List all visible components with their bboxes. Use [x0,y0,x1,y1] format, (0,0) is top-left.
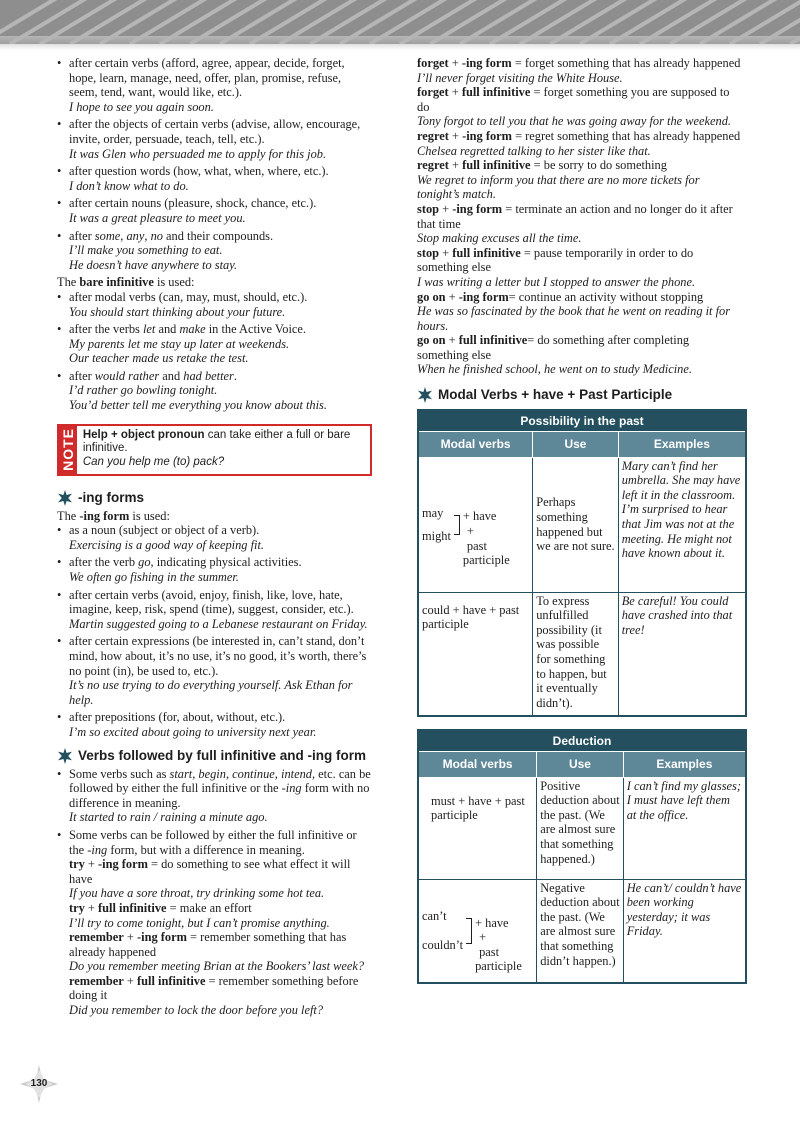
star-icon [57,490,73,506]
bare-infinitive-list [57,290,372,413]
bracket-line [466,918,472,944]
verb-pairs: forget + -ing form = forget something that has already happened I’ll never forget visiting the White House. forget + full infinitive = forget something you are supposed to do Tony forgot to tell you that he was going away for the weekend. regret + -ing form = regret something that has already happened Chelsea regretted talking to her sister like that. regret + full infinitive = be sorry to do something We regret to inform you that there are no more tickets for tonight’s match. stop + -ing form = terminate an action and no longer do it after that time Stop making excuses all the time. stop + full infinitive = pause temporarily in order to do something else I was writing a letter but I stopped to answer the phone. go on + -ing form= continue an activity without stopping He was so fascinated by the book that he went on reading it for hours. go on + full infinitive= do something after completing something else When he finished school, he went on to study Medicine. [417,56,741,377]
list-item: • after certain nouns (pleasure, shock, chance, etc.). It was a great pleasure to meet you. [57,196,372,225]
note-box [57,424,372,476]
use-cell: Perhaps something happened but we are not sure. [533,457,619,592]
ing-forms-heading: -ing forms [57,490,372,506]
examples-cell: He can’t/ couldn’t have been working yesterday; it was Friday. [623,879,746,983]
list-item: • after certain verbs (avoid, enjoy, finish, like, love, hate, imagine, keep, risk, spend (time), suggest, consider, etc.). Martin suggested going to a Lebanese restaurant on Friday. [57,588,372,632]
list-item: • after question words (how, what, when, where, etc.). I don’t know what to do. [57,164,372,193]
column-header: Use [537,751,624,777]
possibility-table [417,409,747,717]
list-item: • after some, any, no and their compounds. I’ll make you something to eat. He doesn’t have anywhere to stay. [57,229,372,273]
modal-verbs-heading: Modal Verbs + have + Past Participle [417,387,743,403]
list-item: • after would rather and had better. I’d rather go bowling tonight. You’d better tell me everything you know about this. [57,369,372,413]
use-cell: Positive deduction about the past. (We are almost sure that something happened.) [537,777,624,879]
list-item: • after the verbs let and make in the Active Voice. My parents let me stay up later at weekends. Our teacher made us retake the test. [57,322,372,366]
list-item: • after certain expressions (be interested in, can’t stand, don’t mind, how about, it’s no use, it’s no good, it’s worth, there’s no point (in), be used to, etc.). It’s no use trying to do everything yourself. Ask Ethan for help. [57,634,372,707]
list-item: • after the objects of certain verbs (advise, allow, encourage, invite, order, persuade, teach, tell, etc.). It was Glen who persuaded me to apply for this job. [57,117,372,161]
examples-cell: Mary can’t find her umbrella. She may have left it in the classroom. I’m surprised to hear that Jim was not at the meeting. He might not have known about it. [618,457,746,592]
note-tab: NOTE [59,426,77,474]
modal-bracket: can’t couldn’t + have + past participle [422,909,522,974]
right-column [417,56,743,984]
modal-cell [418,457,533,592]
star-icon [57,748,73,764]
table-caption: Deduction [418,730,746,751]
modal-bracket: may might + have + past participle [422,505,510,568]
page-number-badge [20,1065,58,1103]
left-column [57,56,372,1018]
bare-infinitive-intro: The bare infinitive is used: [57,275,195,290]
examples-cell: I can’t find my glasses; I must have left them at the office. [623,777,746,879]
list-item: • after the verb go, indicating physical activities. We often go fishing in the summer. [57,555,372,584]
list-item: • Some verbs such as start, begin, continue, intend, etc. can be followed by either the full infinitive or the -ing form with no difference in meaning. It started to rain / raining a minute ago. [57,767,372,825]
examples-cell: Be careful! You could have crashed into that tree! [618,592,746,716]
both-forms-heading: Verbs followed by full infinitive and -ing form [57,748,372,764]
verb-pairs: If you have a sore throat, try drinking some hot tea. try + full infinitive = make an effort I’ll try to come tonight, but I can’t promise anything. remember + -ing form = remember something that has already happened Do you remember meeting Brian at the Bookers’ last week? remember + full infinitive = remember something before doing it Did you remember to lock the door before you left? [69,886,365,1018]
table-caption: Possibility in the past [418,410,746,431]
list-item: • after certain verbs (afford, agree, appear, decide, forget, hope, learn, manage, need, offer, plan, promise, refuse, seem, tend, want, would like, etc.). I hope to see you again soon. [57,56,372,114]
modal-cell: must + have + past participle [418,777,537,879]
table-row [418,777,746,879]
column-header: Use [533,431,619,457]
use-cell: To express unfulfilled possibility (it was possible for something to happen, but it eventually didn’t). [533,592,619,716]
use-cell: Negative deduction about the past. (We are almost sure that something didn’t happen.) [537,879,624,983]
table-row [418,879,746,983]
deduction-table [417,729,747,984]
list-item: • Some verbs can be followed by either the full infinitive or the -ing form, but with a difference in meaning. try + -ing form = do something to see what effect it will have [57,828,372,886]
list-item: • after modal verbs (can, may, must, should, etc.). You should start thinking about your future. [57,290,372,319]
column-header: Modal verbs [418,431,533,457]
column-header: Examples [618,431,746,457]
banner-shadow [0,36,800,50]
note-body: Help + object pronoun can take either a full or bare infinitive. Can you help me (to) pack? [82,428,351,468]
both-forms-list [57,767,372,887]
star-icon [417,387,433,403]
modal-cell: could + have + past participle [418,592,533,716]
table-row [418,457,746,592]
page-number: 130 [30,1078,48,1089]
list-item: • as a noun (subject or object of a verb). Exercising is a good way of keeping fit. [57,523,372,552]
column-header: Modal verbs [418,751,537,777]
table-row [418,592,746,716]
ing-forms-list [57,523,372,739]
modal-cell [418,879,537,983]
list-item: • after prepositions (for, about, without, etc.). I’m so excited about going to university next year. [57,710,372,739]
bracket-line [454,515,460,535]
ing-form-intro: The -ing form is used: [57,508,170,523]
column-header: Examples [623,751,746,777]
infinitive-uses-list [57,56,372,272]
